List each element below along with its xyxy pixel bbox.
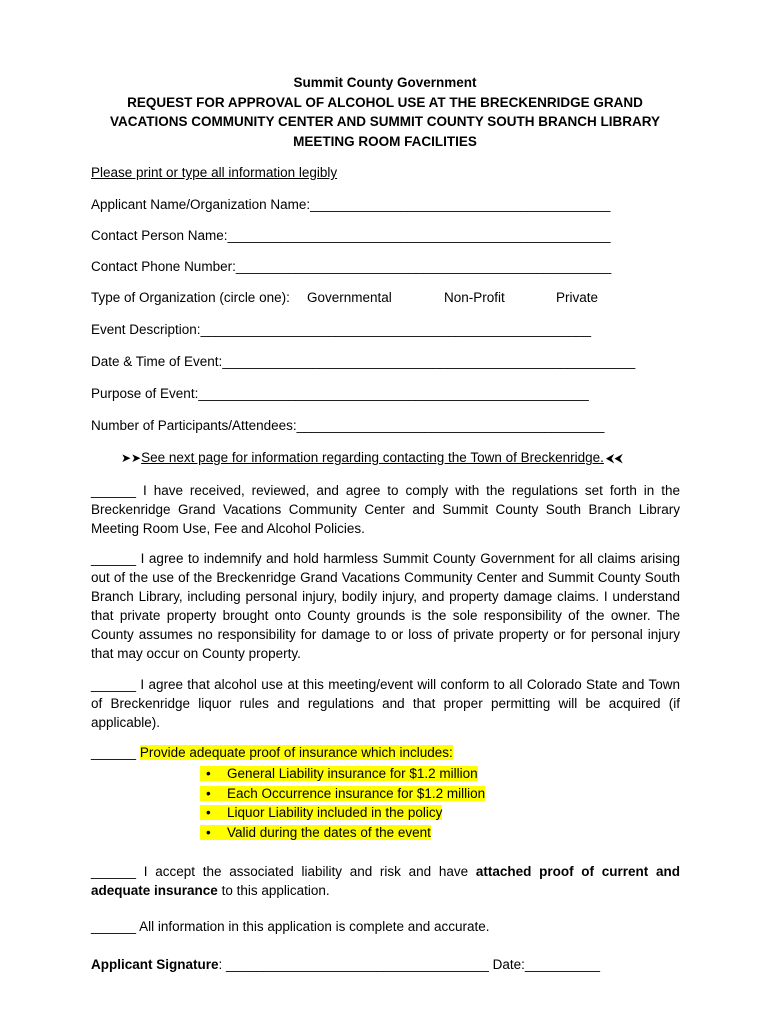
contact-phone-field[interactable] — [91, 259, 611, 275]
contact-person-field[interactable] — [91, 228, 610, 244]
event-description-field[interactable] — [91, 322, 591, 338]
purpose-field[interactable] — [91, 386, 589, 402]
insurance-item-occurrence-text: Each Occurrence insurance for $1.2 million — [227, 785, 486, 801]
org-type-governmental[interactable]: Governmental — [307, 290, 392, 305]
bullet-icon: • — [206, 785, 211, 801]
form-title-line-1: REQUEST FOR APPROVAL OF ALCOHOL USE AT THE BRECKENRIDGE GRAND — [127, 95, 643, 110]
initial-blank-alcohol[interactable]: ______ — [91, 677, 137, 692]
insurance-item-occurrence — [200, 786, 485, 801]
agreement-alcohol-text: I agree that alcohol use at this meeting/event will conform to all Colorado State and Town of Breckenridge liquor rules and regulations and that proper permitting will be acquired (if applicable). — [91, 677, 680, 730]
contact-person-label: Contact Person Name: — [91, 228, 228, 243]
insurance-item-general-text: General Liability insurance for $1.2 million — [227, 766, 478, 781]
bullet-icon: • — [206, 766, 211, 781]
notice-text: See next page for information regarding contacting the Town of Breckenridge. — [141, 450, 604, 465]
agreement-indemnify — [91, 549, 680, 663]
purpose-label: Purpose of Event: — [91, 386, 199, 401]
list-item — [200, 784, 485, 804]
event-description-blank[interactable]: ____________________________________________________ — [200, 322, 591, 337]
form-title-line-2: VACATIONS COMMUNITY CENTER AND SUMMIT COUNTY SOUTH BRANCH LIBRARY — [110, 114, 660, 129]
insurance-item-dates — [200, 825, 431, 840]
participants-label: Number of Participants/Attendees: — [91, 418, 297, 433]
bullet-icon: • — [206, 824, 211, 840]
signature-colon: : — [218, 957, 223, 972]
agreement-complete — [91, 919, 490, 935]
initial-blank-insurance[interactable]: ______ — [91, 745, 137, 760]
insurance-requirements-list — [200, 764, 485, 842]
purpose-blank[interactable]: ____________________________________________________ — [198, 386, 589, 401]
agency-name: Summit County Government — [293, 75, 477, 90]
agreement-complete-text: All information in this application is complete and accurate. — [139, 919, 490, 934]
list-item — [200, 823, 485, 843]
date-time-blank[interactable]: _______________________________________________________ — [222, 354, 636, 369]
event-description-label: Event Description: — [91, 322, 201, 337]
list-item — [200, 764, 485, 784]
signature-line — [91, 957, 600, 973]
list-item — [200, 803, 485, 823]
agreement-liability-post: to this application. — [221, 883, 330, 898]
insurance-intro-text: Provide adequate proof of insurance which includes: — [139, 745, 453, 760]
date-blank[interactable]: __________ — [524, 957, 600, 972]
agreement-liability-bold: attached proof of current and adequate insurance — [91, 864, 680, 898]
form-title-line-3: MEETING ROOM FACILITIES — [293, 134, 477, 149]
applicant-name-blank[interactable]: ________________________________________ — [310, 197, 611, 212]
participants-blank[interactable]: _________________________________________ — [296, 418, 605, 433]
agreement-liability — [91, 862, 680, 900]
instructions: Please print or type all information legibly — [91, 165, 338, 180]
agreement-liability-pre: I accept the associated liability and risk and have — [143, 864, 469, 879]
signature-blank[interactable]: ___________________________________ — [226, 957, 489, 972]
initial-blank-received[interactable]: ______ — [91, 483, 137, 498]
org-type-nonprofit[interactable]: Non-Profit — [444, 290, 505, 305]
double-arrow-right-icon: ➤➤ — [121, 451, 142, 465]
org-type-label: Type of Organization (circle one): — [91, 290, 290, 305]
date-time-field[interactable] — [91, 354, 635, 370]
org-type-private[interactable]: Private — [556, 290, 599, 305]
insurance-item-liquor-text: Liquor Liability included in the policy — [227, 805, 443, 821]
initial-blank-indemnify[interactable]: ______ — [91, 551, 137, 566]
contact-person-blank[interactable]: ___________________________________________________ — [227, 228, 611, 243]
date-time-label: Date & Time of Event: — [91, 354, 223, 369]
participants-field[interactable] — [91, 418, 604, 434]
agreement-alcohol — [91, 675, 680, 732]
contact-phone-blank[interactable]: __________________________________________________ — [235, 259, 612, 274]
agreement-indemnify-text: I agree to indemnify and hold harmless Summit County Government for all claims arising out of the use of the Breckenridge Grand Vacations Community Center and Summit County South Branch Library, including personal injury, bodily injury, and property damage claims. I understand that private property brought onto County grounds is the sole responsibility of the owner. The County assumes no responsibility for damage to or loss of private property or for personal injury that may occur on County property. — [91, 551, 680, 661]
insurance-item-liquor — [200, 805, 442, 820]
initial-blank-complete[interactable]: ______ — [91, 919, 137, 934]
agreement-received-text: I have received, reviewed, and agree to comply with the regulations set forth in the Breckenridge Grand Vacations Community Center and Summit County South Branch Library Meeting Room Use, Fee and Alcohol Policies. — [91, 483, 680, 536]
double-arrow-left-icon: ⮜⮜ — [605, 451, 623, 465]
date-label: Date: — [492, 957, 525, 972]
applicant-name-field[interactable] — [91, 197, 610, 213]
insurance-item-dates-text: Valid during the dates of the event — [227, 824, 431, 840]
contact-phone-label: Contact Phone Number: — [91, 259, 236, 274]
applicant-name-label: Applicant Name/Organization Name: — [91, 197, 311, 212]
bullet-icon: • — [206, 805, 211, 821]
agreement-received — [91, 481, 680, 538]
signature-label: Applicant Signature — [91, 957, 219, 972]
insurance-item-general — [200, 766, 478, 781]
next-page-notice — [121, 450, 623, 466]
initial-blank-liability[interactable]: ______ — [91, 864, 137, 879]
insurance-intro — [91, 745, 453, 761]
